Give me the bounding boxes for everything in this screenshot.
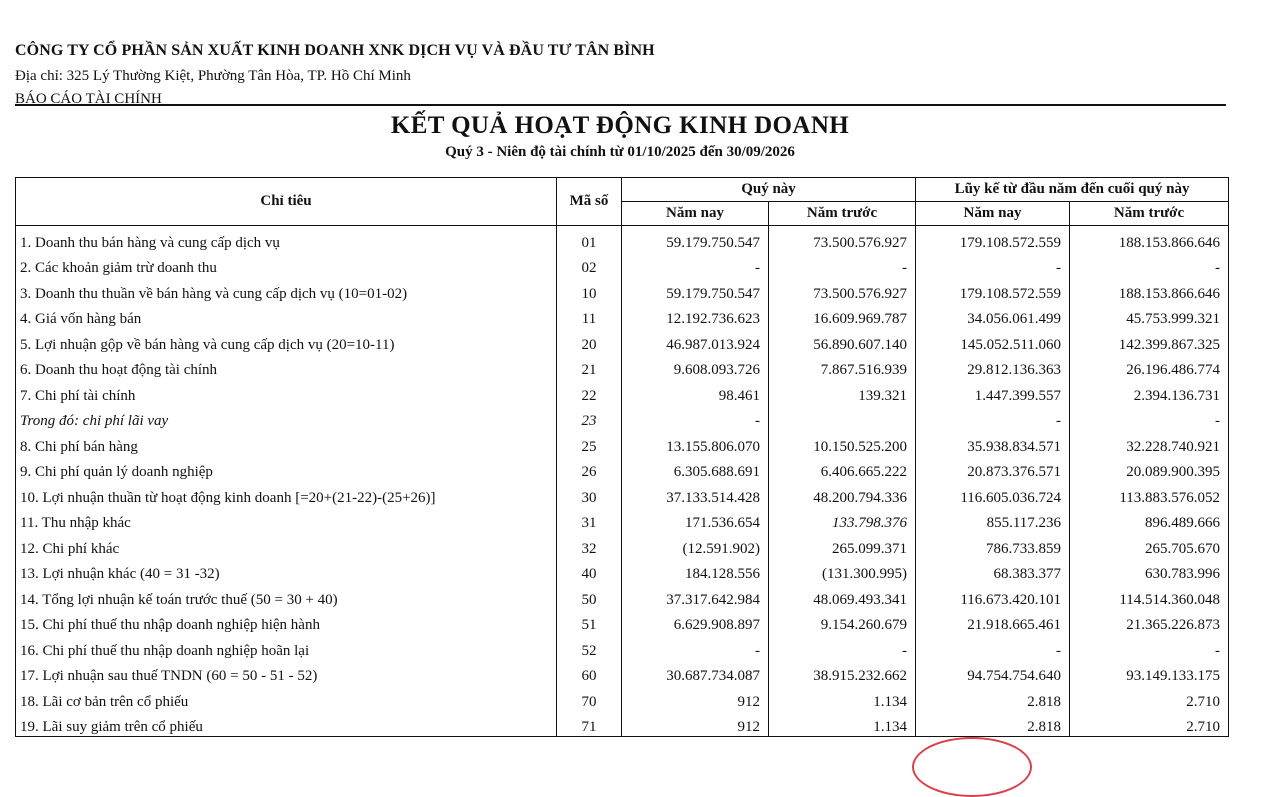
ytd-previous-value: 630.783.996	[1070, 558, 1229, 584]
quarter-previous-value: 73.500.576.927	[769, 226, 916, 252]
row-label: 2. Các khoản giảm trừ doanh thu	[16, 252, 557, 278]
row-code: 51	[557, 609, 622, 635]
table-row	[16, 634, 1229, 660]
ytd-previous-value: 2.394.136.731	[1070, 379, 1229, 405]
ytd-previous-value: -	[1070, 634, 1229, 660]
ytd-previous-value: 896.489.666	[1070, 507, 1229, 533]
header-chi-tieu: Chỉ tiêu	[16, 178, 557, 226]
row-code: 23	[557, 405, 622, 431]
quarter-current-value: 9.608.093.726	[622, 354, 769, 380]
row-label: 5. Lợi nhuận gộp về bán hàng và cung cấp dịch vụ (20=10-11)	[16, 328, 557, 354]
row-code: 02	[557, 252, 622, 278]
quarter-previous-value: 1.134	[769, 711, 916, 737]
quarter-previous-value: 7.867.516.939	[769, 354, 916, 380]
quarter-current-value: 46.987.013.924	[622, 328, 769, 354]
ytd-current-value: 2.818	[916, 685, 1070, 711]
table-row	[16, 303, 1229, 329]
row-label: 10. Lợi nhuận thuần từ hoạt động kinh doanh [=20+(21-22)-(25+26)]	[16, 481, 557, 507]
quarter-previous-value	[769, 405, 916, 431]
table-row	[16, 660, 1229, 686]
header-q-nam-nay: Năm nay	[622, 202, 769, 226]
quarter-current-value: -	[622, 405, 769, 431]
row-label: 4. Giá vốn hàng bán	[16, 303, 557, 329]
row-code: 70	[557, 685, 622, 711]
row-label: 7. Chi phí tài chính	[16, 379, 557, 405]
ytd-current-value: 145.052.511.060	[916, 328, 1070, 354]
table-row	[16, 354, 1229, 380]
header-luy-ke: Lũy kế từ đầu năm đến cuối quý này	[916, 178, 1229, 202]
ytd-current-value: 94.754.754.640	[916, 660, 1070, 686]
ytd-previous-value: 2.710	[1070, 685, 1229, 711]
quarter-current-value: 12.192.736.623	[622, 303, 769, 329]
quarter-previous-value: 9.154.260.679	[769, 609, 916, 635]
quarter-current-value: -	[622, 252, 769, 278]
row-label: 8. Chi phí bán hàng	[16, 430, 557, 456]
ytd-previous-value: 26.196.486.774	[1070, 354, 1229, 380]
row-code: 50	[557, 583, 622, 609]
ytd-previous-value: 114.514.360.048	[1070, 583, 1229, 609]
quarter-current-value: 184.128.556	[622, 558, 769, 584]
quarter-previous-value: 139.321	[769, 379, 916, 405]
quarter-current-value: (12.591.902)	[622, 532, 769, 558]
table-row	[16, 252, 1229, 278]
ytd-current-value: 21.918.665.461	[916, 609, 1070, 635]
row-code: 26	[557, 456, 622, 482]
company-address: Địa chỉ: 325 Lý Thường Kiệt, Phường Tân Hòa, TP. Hồ Chí Minh	[15, 68, 411, 84]
report-title: KẾT QUẢ HOẠT ĐỘNG KINH DOANH	[390, 112, 850, 139]
row-label: 12. Chi phí khác	[16, 532, 557, 558]
quarter-current-value: 912	[622, 711, 769, 737]
quarter-current-value: 37.133.514.428	[622, 481, 769, 507]
quarter-previous-value: 16.609.969.787	[769, 303, 916, 329]
quarter-previous-value: -	[769, 252, 916, 278]
ytd-previous-value: 188.153.866.646	[1070, 277, 1229, 303]
ytd-previous-value: 142.399.867.325	[1070, 328, 1229, 354]
header-ma-so: Mã số	[557, 178, 622, 226]
ytd-current-value: 34.056.061.499	[916, 303, 1070, 329]
quarter-current-value: 59.179.750.547	[622, 226, 769, 252]
table-row	[16, 609, 1229, 635]
ytd-previous-value: 32.228.740.921	[1070, 430, 1229, 456]
row-label: 6. Doanh thu hoạt động tài chính	[16, 354, 557, 380]
row-code: 31	[557, 507, 622, 533]
table-row	[16, 226, 1229, 252]
ytd-current-value: 855.117.236	[916, 507, 1070, 533]
quarter-previous-value: -	[769, 634, 916, 660]
row-code: 10	[557, 277, 622, 303]
table-row	[16, 481, 1229, 507]
quarter-current-value: 6.305.688.691	[622, 456, 769, 482]
table-row	[16, 685, 1229, 711]
quarter-current-value: 37.317.642.984	[622, 583, 769, 609]
ytd-previous-value: 2.710	[1070, 711, 1229, 737]
ytd-previous-value: 45.753.999.321	[1070, 303, 1229, 329]
table-row	[16, 277, 1229, 303]
row-code: 71	[557, 711, 622, 737]
row-code: 22	[557, 379, 622, 405]
ytd-current-value: 20.873.376.571	[916, 456, 1070, 482]
row-code: 30	[557, 481, 622, 507]
table-row	[16, 430, 1229, 456]
quarter-previous-value: 48.200.794.336	[769, 481, 916, 507]
header-q-nam-truoc: Năm trước	[769, 202, 916, 226]
quarter-previous-value: 48.069.493.341	[769, 583, 916, 609]
quarter-current-value: 30.687.734.087	[622, 660, 769, 686]
row-label: 16. Chi phí thuế thu nhập doanh nghiệp hoãn lại	[16, 634, 557, 660]
quarter-previous-value: 56.890.607.140	[769, 328, 916, 354]
header-ytd-nam-truoc: Năm trước	[1070, 202, 1229, 226]
ytd-previous-value: 20.089.900.395	[1070, 456, 1229, 482]
table-row	[16, 711, 1229, 737]
header-divider	[15, 104, 1226, 106]
table-row	[16, 532, 1229, 558]
company-name: CÔNG TY CỔ PHẦN SẢN XUẤT KINH DOANH XNK DỊCH VỤ VÀ ĐẦU TƯ TÂN BÌNH	[15, 42, 655, 59]
quarter-previous-value: 6.406.665.222	[769, 456, 916, 482]
header-quy-nay: Quý này	[622, 178, 916, 202]
ytd-current-value: 29.812.136.363	[916, 354, 1070, 380]
ytd-current-value: 35.938.834.571	[916, 430, 1070, 456]
quarter-previous-value: 133.798.376	[769, 507, 916, 533]
row-label: Trong đó: chi phí lãi vay	[16, 405, 557, 431]
ytd-previous-value: 21.365.226.873	[1070, 609, 1229, 635]
quarter-previous-value: 265.099.371	[769, 532, 916, 558]
row-label: 14. Tổng lợi nhuận kế toán trước thuế (50 = 30 + 40)	[16, 583, 557, 609]
table-row	[16, 583, 1229, 609]
ytd-previous-value: 265.705.670	[1070, 532, 1229, 558]
income-statement-table	[15, 177, 1229, 737]
quarter-current-value: 59.179.750.547	[622, 277, 769, 303]
report-type: BÁO CÁO TÀI CHÍNH	[15, 91, 162, 107]
quarter-current-value: 13.155.806.070	[622, 430, 769, 456]
ytd-current-value: 179.108.572.559	[916, 226, 1070, 252]
table-row	[16, 507, 1229, 533]
ytd-current-value: 786.733.859	[916, 532, 1070, 558]
row-code: 01	[557, 226, 622, 252]
company-seal	[912, 737, 1032, 797]
quarter-previous-value: 1.134	[769, 685, 916, 711]
ytd-previous-value: -	[1070, 252, 1229, 278]
row-code: 52	[557, 634, 622, 660]
quarter-current-value: 171.536.654	[622, 507, 769, 533]
ytd-current-value: 68.383.377	[916, 558, 1070, 584]
row-code: 60	[557, 660, 622, 686]
quarter-previous-value: 38.915.232.662	[769, 660, 916, 686]
table-row	[16, 379, 1229, 405]
quarter-current-value: 912	[622, 685, 769, 711]
ytd-current-value: 116.673.420.101	[916, 583, 1070, 609]
row-label: 3. Doanh thu thuần về bán hàng và cung cấp dịch vụ (10=01-02)	[16, 277, 557, 303]
ytd-current-value: 2.818	[916, 711, 1070, 737]
ytd-previous-value: -	[1070, 405, 1229, 431]
row-label: 11. Thu nhập khác	[16, 507, 557, 533]
ytd-previous-value: 113.883.576.052	[1070, 481, 1229, 507]
ytd-current-value: 1.447.399.557	[916, 379, 1070, 405]
ytd-current-value: -	[916, 252, 1070, 278]
quarter-current-value: -	[622, 634, 769, 660]
row-label: 1. Doanh thu bán hàng và cung cấp dịch vụ	[16, 226, 557, 252]
quarter-previous-value: 73.500.576.927	[769, 277, 916, 303]
quarter-current-value: 98.461	[622, 379, 769, 405]
ytd-current-value: -	[916, 634, 1070, 660]
row-code: 32	[557, 532, 622, 558]
row-code: 25	[557, 430, 622, 456]
row-code: 21	[557, 354, 622, 380]
ytd-previous-value: 93.149.133.175	[1070, 660, 1229, 686]
ytd-previous-value: 188.153.866.646	[1070, 226, 1229, 252]
row-label: 9. Chi phí quản lý doanh nghiệp	[16, 456, 557, 482]
row-code: 40	[557, 558, 622, 584]
row-label: 15. Chi phí thuế thu nhập doanh nghiệp hiện hành	[16, 609, 557, 635]
ytd-current-value: -	[916, 405, 1070, 431]
ytd-current-value: 116.605.036.724	[916, 481, 1070, 507]
row-label: 19. Lãi suy giảm trên cổ phiếu	[16, 711, 557, 737]
ytd-current-value: 179.108.572.559	[916, 277, 1070, 303]
row-code: 20	[557, 328, 622, 354]
quarter-previous-value: 10.150.525.200	[769, 430, 916, 456]
header-ytd-nam-nay: Năm nay	[916, 202, 1070, 226]
table-row	[16, 405, 1229, 431]
row-label: 13. Lợi nhuận khác (40 = 31 -32)	[16, 558, 557, 584]
report-period: Quý 3 - Niên độ tài chính từ 01/10/2025 đến 30/09/2026	[445, 144, 795, 160]
row-code: 11	[557, 303, 622, 329]
quarter-previous-value: (131.300.995)	[769, 558, 916, 584]
row-label: 18. Lãi cơ bản trên cổ phiếu	[16, 685, 557, 711]
table-row	[16, 328, 1229, 354]
table-row	[16, 456, 1229, 482]
table-row	[16, 558, 1229, 584]
row-label: 17. Lợi nhuận sau thuế TNDN (60 = 50 - 51 - 52)	[16, 660, 557, 686]
quarter-current-value: 6.629.908.897	[622, 609, 769, 635]
